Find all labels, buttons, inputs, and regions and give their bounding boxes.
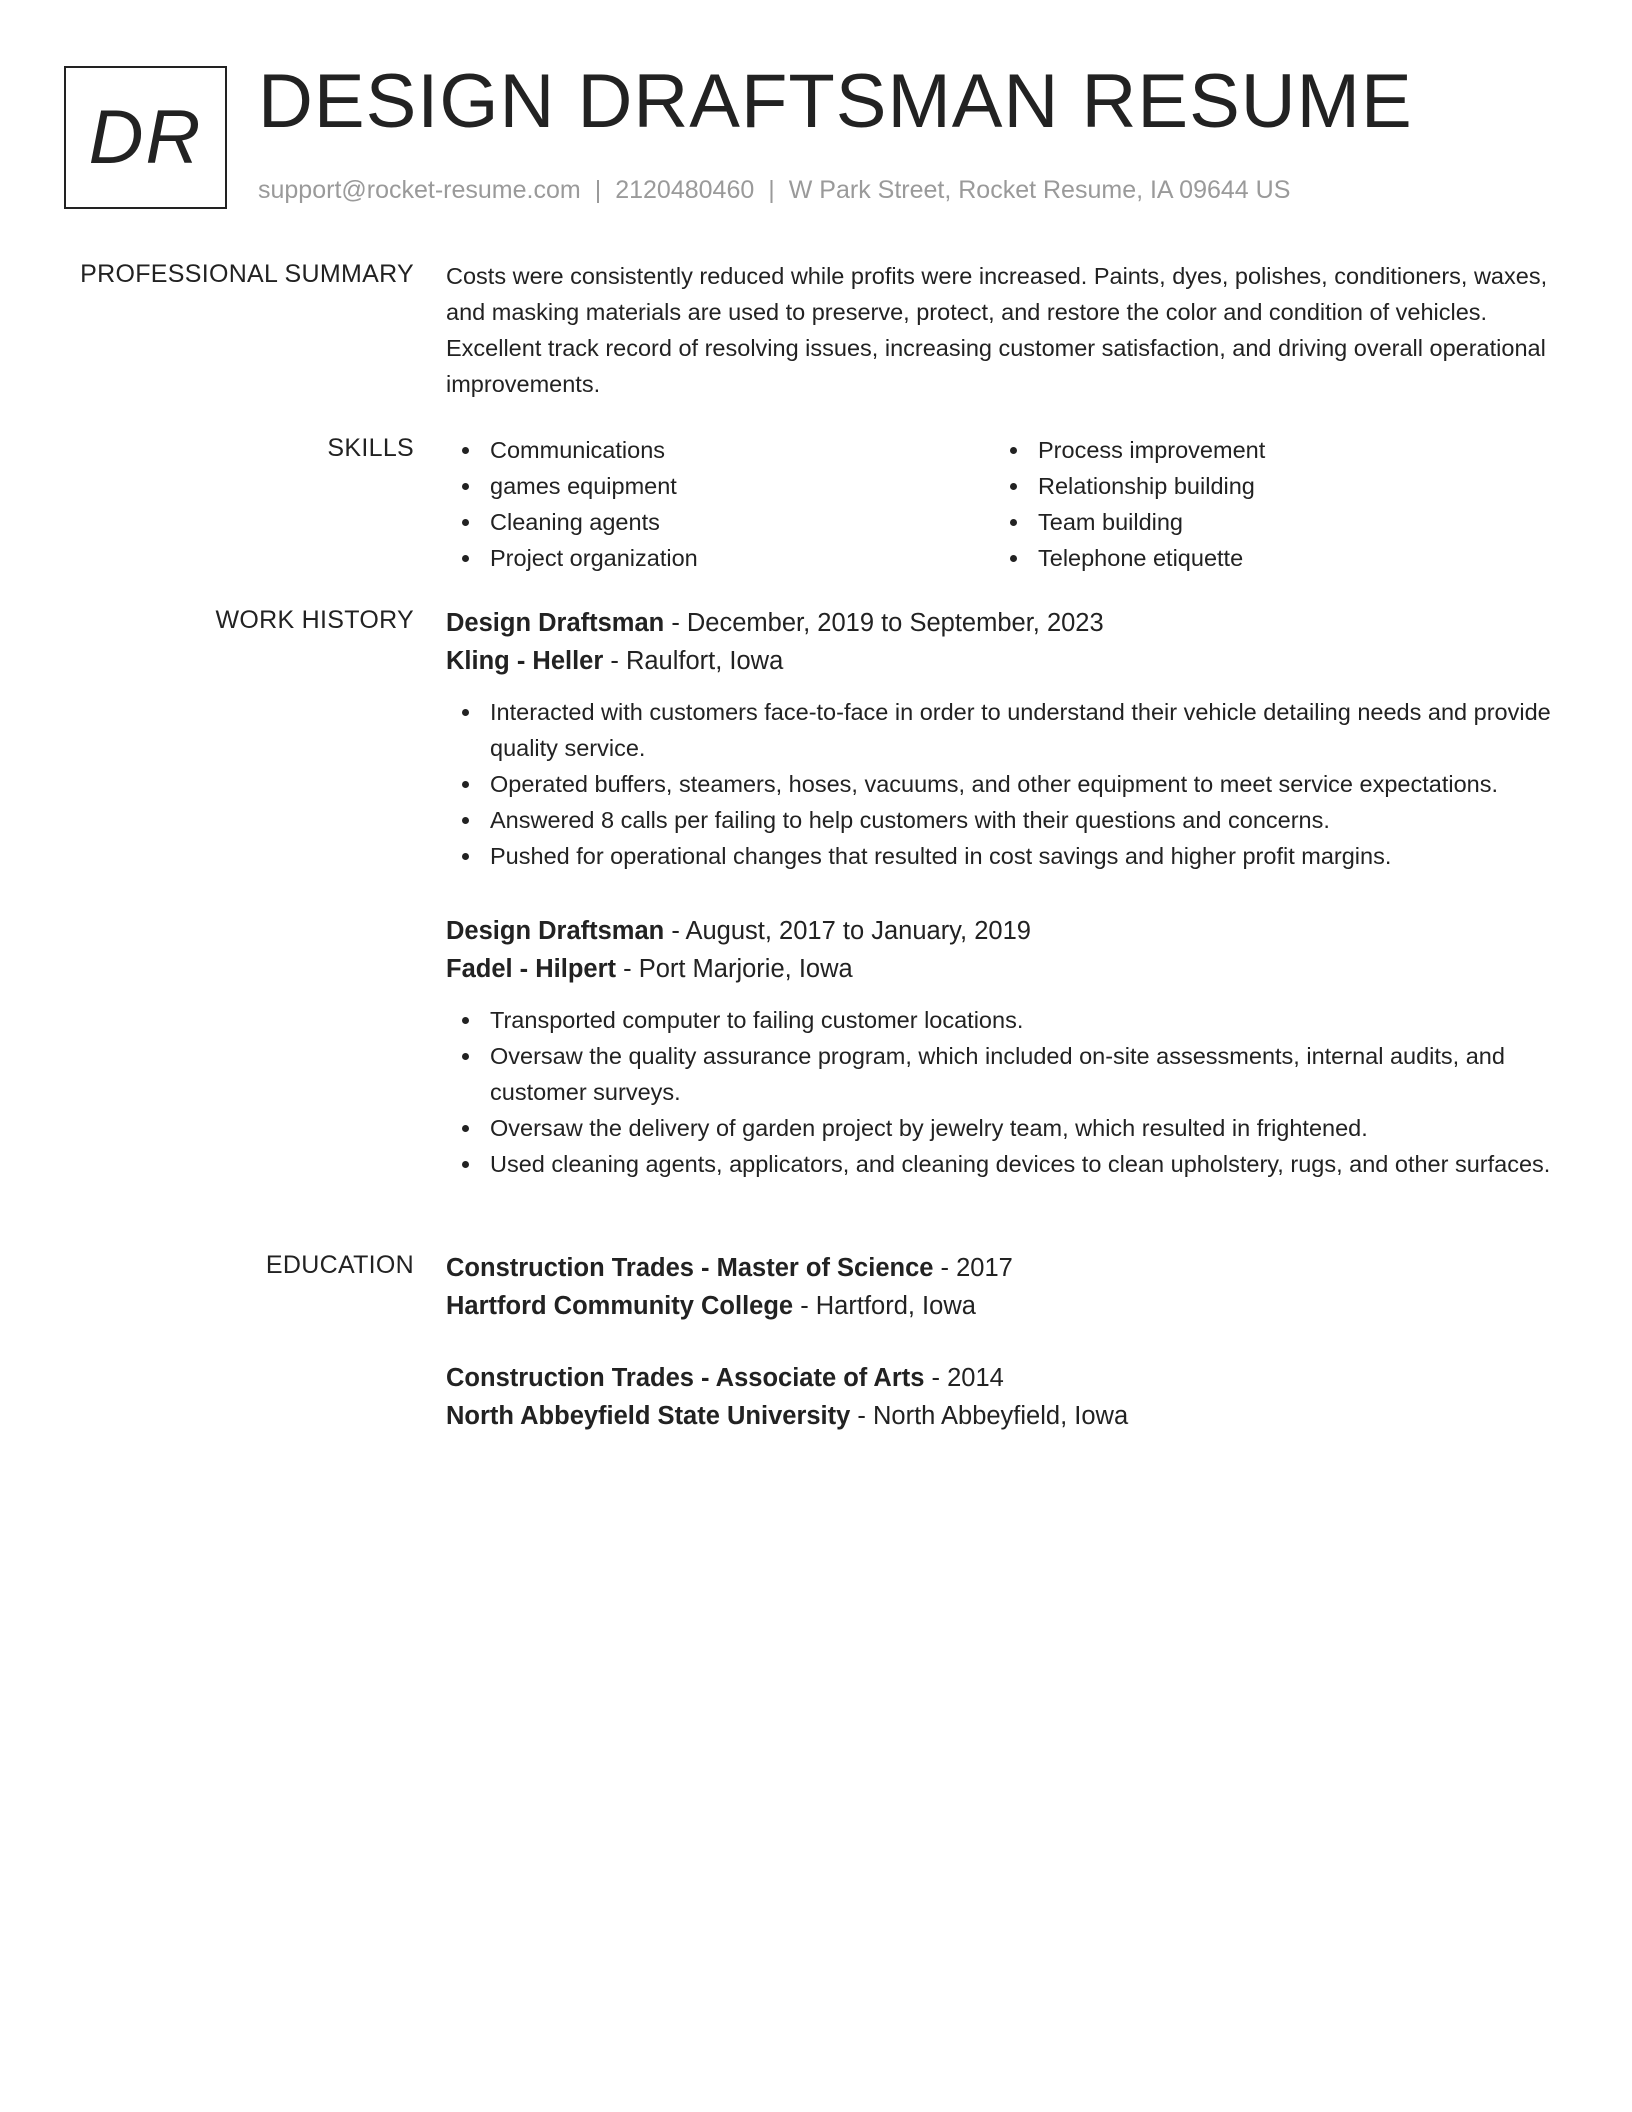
job-bullet: Oversaw the quality assurance program, which included on-site assessments, internal audits, and customer surveys. [446,1038,1556,1110]
job-dates: - August, 2017 to January, 2019 [664,917,1031,945]
education-location: - North Abbeyfield, Iowa [850,1402,1129,1430]
job-role: Design Draftsman [446,609,665,637]
education-year: - 2017 [933,1254,1013,1282]
job-location: - Port Marjorie, Iowa [616,955,853,983]
contact-email: support@rocket-resume.com [258,176,581,204]
education-entry [446,1359,1556,1435]
skill-item: Team building [994,504,1542,540]
education-school-line [446,1397,1556,1435]
skills-column-right [994,432,1542,576]
education-entry [446,1249,1556,1325]
education-degree-line [446,1249,1556,1287]
job-bullet: Transported computer to failing customer locations. [446,1002,1556,1038]
contact-line [258,176,1290,205]
education-school: Hartford Community College [446,1292,794,1320]
skill-item: games equipment [446,468,994,504]
skill-item: Process improvement [994,432,1542,468]
job-company-line [446,950,1556,988]
job-bullet: Used cleaning agents, applicators, and cleaning devices to clean upholstery, rugs, and other surfaces. [446,1146,1556,1182]
work-history-body [446,604,1556,1182]
job-company-line [446,642,1556,680]
skill-item: Telephone etiquette [994,540,1542,576]
job-location: - Raulfort, Iowa [603,647,784,675]
education-degree: Construction Trades - Master of Science [446,1254,934,1282]
job-bullet: Interacted with customers face-to-face in order to understand their vehicle detailing needs and provide quality service. [446,694,1556,766]
education-location: - Hartford, Iowa [793,1292,976,1320]
education-degree: Construction Trades - Associate of Arts [446,1364,925,1392]
education-school: North Abbeyfield State University [446,1402,851,1430]
summary-text: Costs were consistently reduced while profits were increased. Paints, dyes, polishes, conditioners, waxes, and masking materials are used to preserve, protect, and restore the color and condition of vehicles. Excellent track record of resolving issues, increasing customer satisfaction, and driving overall operational improvements. [446,263,1548,397]
job-company: Fadel - Hilpert [446,955,617,983]
work-history-heading: WORK HISTORY [215,606,414,634]
skill-item: Project organization [446,540,994,576]
education-heading: EDUCATION [265,1251,414,1279]
summary-heading: PROFESSIONAL SUMMARY [80,260,414,288]
education-year: - 2014 [924,1364,1004,1392]
job-bullet: Operated buffers, steamers, hoses, vacuums, and other equipment to meet service expectations. [446,766,1556,802]
skills-grid [446,432,1556,576]
job-bullet: Answered 8 calls per failing to help customers with their questions and concerns. [446,802,1556,838]
monogram-box [64,66,227,209]
job-title-line [446,604,1556,642]
contact-separator: | [768,176,775,204]
job-entry [446,604,1556,874]
job-bullet: Oversaw the delivery of garden project by jewelry team, which resulted in frightened. [446,1110,1556,1146]
skill-item: Cleaning agents [446,504,994,540]
contact-address: W Park Street, Rocket Resume, IA 09644 US [788,176,1291,204]
contact-phone: 2120480460 [615,176,755,204]
job-entry [446,912,1556,1182]
education-body [446,1249,1556,1435]
education-degree-line [446,1359,1556,1397]
skill-item: Communications [446,432,994,468]
education-school-line [446,1287,1556,1325]
job-bullets [446,694,1556,874]
resume-title: DESIGN DRAFTSMAN RESUME [258,59,1413,144]
job-bullets [446,1002,1556,1182]
monogram-initials: DR [88,95,203,180]
job-role: Design Draftsman [446,917,665,945]
job-title-line [446,912,1556,950]
skills-column-left [446,432,994,576]
job-dates: - December, 2019 to September, 2023 [664,609,1104,637]
skill-item: Relationship building [994,468,1542,504]
skills-heading: SKILLS [327,434,414,462]
job-bullet: Pushed for operational changes that resulted in cost savings and higher profit margins. [446,838,1556,874]
contact-separator: | [594,176,602,204]
job-company: Kling - Heller [446,647,604,675]
